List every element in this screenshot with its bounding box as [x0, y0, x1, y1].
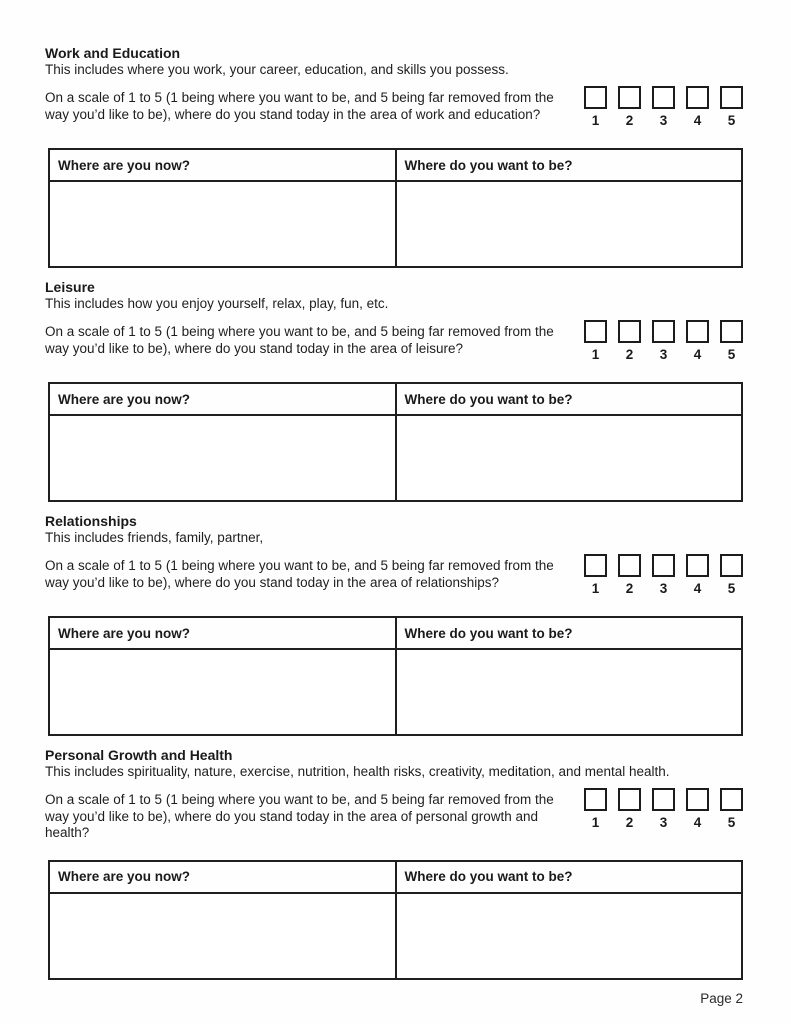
answer-cell-where-now[interactable]: [49, 181, 396, 267]
page-number: Page 2: [700, 990, 743, 1006]
section-title: Personal Growth and Health: [45, 747, 233, 763]
rating-checkbox-5[interactable]: [720, 320, 743, 343]
rating-checkbox-3[interactable]: [652, 788, 675, 811]
scale-question: On a scale of 1 to 5 (1 being where you want to be, and 5 being far removed from the way you’d like to be), where do you stand today in the area of work and education?: [45, 90, 554, 122]
col-header-where-want: Where do you want to be?: [396, 383, 743, 415]
scale-label-1: 1: [591, 581, 600, 596]
rating-checkbox-4[interactable]: [686, 788, 709, 811]
scale-label-3: 3: [659, 581, 668, 596]
rating-checkbox-2[interactable]: [618, 320, 641, 343]
col-header-where-want: Where do you want to be?: [396, 861, 743, 893]
scale-label-2: 2: [625, 347, 634, 362]
rating-checkbox-3[interactable]: [652, 554, 675, 577]
section-title: Leisure: [45, 279, 95, 295]
rating-checkbox-4[interactable]: [686, 86, 709, 109]
answer-cell-where-now[interactable]: [49, 415, 396, 501]
col-header-where-now: Where are you now?: [49, 861, 396, 893]
rating-scale-labels: [584, 347, 743, 362]
scale-label-5: 5: [727, 815, 736, 830]
answer-cell-where-want[interactable]: [396, 415, 743, 501]
rating-scale-labels: [584, 815, 743, 830]
rating-scale: [584, 788, 743, 830]
rating-scale: [584, 320, 743, 362]
scale-label-1: 1: [591, 113, 600, 128]
rating-checkbox-5[interactable]: [720, 86, 743, 109]
rating-checkbox-4[interactable]: [686, 320, 709, 343]
answer-cell-where-want[interactable]: [396, 893, 743, 979]
scale-label-5: 5: [727, 347, 736, 362]
rating-checkbox-3[interactable]: [652, 86, 675, 109]
answer-cell-where-now[interactable]: [49, 649, 396, 735]
scale-question: On a scale of 1 to 5 (1 being where you want to be, and 5 being far removed from the way you’d like to be), where do you stand today in the area of personal growth and health?: [45, 792, 554, 840]
scale-question: On a scale of 1 to 5 (1 being where you want to be, and 5 being far removed from the way you’d like to be), where do you stand today in the area of relationships?: [45, 558, 554, 590]
section-relationships: [45, 513, 743, 736]
rating-checkboxes: [584, 86, 743, 109]
scale-label-1: 1: [591, 815, 600, 830]
answers-table: [48, 616, 743, 736]
scale-question-row: [45, 558, 743, 598]
rating-checkbox-2[interactable]: [618, 788, 641, 811]
section-personal-growth-and-health: [45, 747, 743, 980]
scale-question-row: [45, 90, 743, 130]
rating-scale-labels: [584, 581, 743, 596]
section-description: This includes friends, family, partner,: [45, 530, 264, 545]
col-header-where-want: Where do you want to be?: [396, 617, 743, 649]
section-description: This includes where you work, your career, education, and skills you possess.: [45, 62, 509, 77]
rating-checkboxes: [584, 788, 743, 811]
scale-label-2: 2: [625, 815, 634, 830]
scale-question-row: [45, 324, 743, 364]
scale-label-3: 3: [659, 815, 668, 830]
scale-label-4: 4: [693, 815, 702, 830]
scale-label-4: 4: [693, 347, 702, 362]
scale-question: On a scale of 1 to 5 (1 being where you want to be, and 5 being far removed from the way you’d like to be), where do you stand today in the area of leisure?: [45, 324, 554, 356]
scale-question-row: [45, 792, 743, 842]
scale-label-2: 2: [625, 113, 634, 128]
col-header-where-now: Where are you now?: [49, 383, 396, 415]
scale-label-3: 3: [659, 113, 668, 128]
scale-label-5: 5: [727, 581, 736, 596]
rating-checkbox-1[interactable]: [584, 86, 607, 109]
rating-checkboxes: [584, 554, 743, 577]
scale-label-4: 4: [693, 113, 702, 128]
rating-checkbox-5[interactable]: [720, 788, 743, 811]
rating-scale-labels: [584, 113, 743, 128]
section-work-and-education: [45, 45, 743, 268]
answer-cell-where-want[interactable]: [396, 649, 743, 735]
scale-label-1: 1: [591, 347, 600, 362]
scale-label-2: 2: [625, 581, 634, 596]
section-title: Work and Education: [45, 45, 181, 61]
rating-checkboxes: [584, 320, 743, 343]
rating-scale: [584, 86, 743, 128]
answers-table: [48, 860, 743, 980]
rating-checkbox-2[interactable]: [618, 86, 641, 109]
scale-label-3: 3: [659, 347, 668, 362]
section-leisure: [45, 279, 743, 502]
col-header-where-now: Where are you now?: [49, 149, 396, 181]
answer-cell-where-now[interactable]: [49, 893, 396, 979]
col-header-where-now: Where are you now?: [49, 617, 396, 649]
section-title: Relationships: [45, 513, 137, 529]
rating-checkbox-4[interactable]: [686, 554, 709, 577]
answers-table: [48, 382, 743, 502]
rating-checkbox-1[interactable]: [584, 788, 607, 811]
rating-checkbox-2[interactable]: [618, 554, 641, 577]
rating-scale: [584, 554, 743, 596]
scale-label-5: 5: [727, 113, 736, 128]
rating-checkbox-1[interactable]: [584, 554, 607, 577]
rating-checkbox-1[interactable]: [584, 320, 607, 343]
answer-cell-where-want[interactable]: [396, 181, 743, 267]
section-description: This includes spirituality, nature, exercise, nutrition, health risks, creativity, meditation, and mental health.: [45, 764, 670, 779]
answers-table: [48, 148, 743, 268]
rating-checkbox-5[interactable]: [720, 554, 743, 577]
rating-checkbox-3[interactable]: [652, 320, 675, 343]
section-description: This includes how you enjoy yourself, relax, play, fun, etc.: [45, 296, 389, 311]
scale-label-4: 4: [693, 581, 702, 596]
col-header-where-want: Where do you want to be?: [396, 149, 743, 181]
